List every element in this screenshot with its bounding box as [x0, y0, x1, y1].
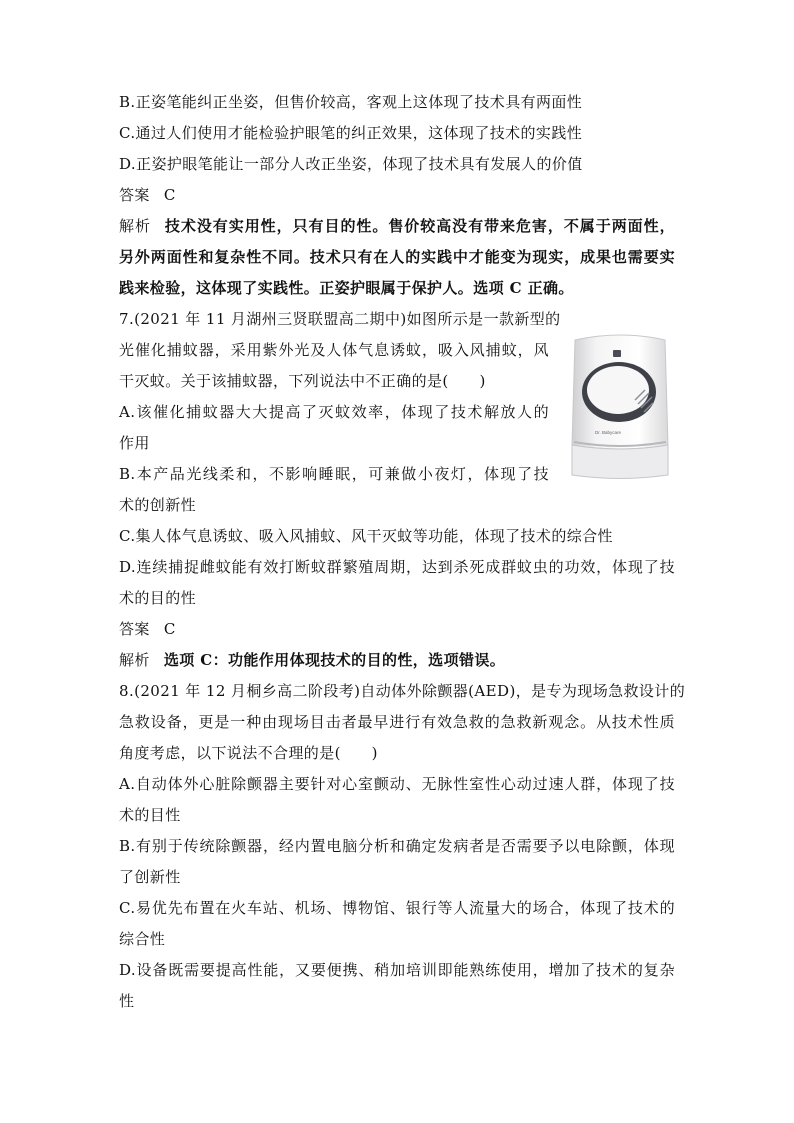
q7-stem-line-2: 光催化捕蚊器，采用紫外光及人体气息诱蚊，吸入风捕蚊，风: [119, 341, 549, 359]
q8-option-d-line-2: 性: [119, 992, 135, 1010]
q8-stem-line-2: 急救设备，更是一种由现场目击者最早进行有效急救的急救新观念。从技术性质: [119, 713, 675, 731]
answer-value: C: [163, 186, 176, 204]
q6-analysis-line-3: 践来检验，这体现了实践性。正姿护眼属于保护人。选项 C 正确。: [119, 279, 574, 297]
answer-label: 答案: [119, 620, 150, 638]
q7-option-c: C.集人体气息诱蚊、吸入风捕蚊、风干灭蚊等功能，体现了技术的综合性: [119, 527, 613, 545]
q8-option-d-line-1: D.设备既需要提高性能，又要便携、稍加培训即能熟练使用，增加了技术的复杂: [119, 961, 675, 979]
q8-option-b-line-2: 了创新性: [119, 868, 181, 886]
q8-stem-line-3: 角度考虑，以下说法不合理的是( ): [119, 744, 378, 762]
mosquito-trap-figure: [565, 330, 675, 490]
q7-stem-line-1: 7.(2021 年 11 月湖州三贤联盟高二期中)如图所示是一款新型的: [119, 310, 561, 328]
device-window-shape: [587, 366, 649, 414]
device-button-shape: [613, 350, 621, 357]
q6-option-b: B.正姿笔能纠正坐姿，但售价较高，客观上这体现了技术具有两面性: [119, 93, 583, 111]
q6-analysis-line-2: 另外两面性和复杂性不同。技术只有在人的实践中才能变为现实，成果也需要实: [119, 248, 675, 266]
q6-analysis-line-1: 解析 技术没有实用性，只有目的性。售价较高没有带来危害，不属于两面性，: [119, 217, 675, 235]
q8-option-b-line-1: B.有别于传统除颤器，经内置电脑分析和确定发病者是否需要予以电除颤，体现: [119, 837, 675, 855]
q7-option-b-line-1: B.本产品光线柔和，不影响睡眠，可兼做小夜灯，体现了技: [119, 465, 549, 483]
q7-option-a-line-1: A.该催化捕蚊器大大提高了灭蚊效率，体现了技术解放人的: [119, 403, 549, 421]
q7-option-a-line-2: 作用: [119, 434, 150, 452]
mosquito-trap-image: [565, 330, 675, 490]
q8-option-c-line-2: 综合性: [119, 930, 166, 948]
document-page: [119, 92, 686, 1022]
q7-stem-line-3: 干灭蚊。关于该捕蚊器，下列说法中不正确的是( ): [119, 372, 486, 390]
q6-option-c: C.通过人们使用才能检验护眼笔的纠正效果，这体现了技术的实践性: [119, 124, 583, 142]
q7-analysis: 解析 选项 C：功能作用体现技术的目的性，选项错误。: [119, 651, 506, 669]
q7-option-b-line-2: 术的创新性: [119, 496, 197, 514]
q7-answer: [119, 619, 675, 639]
q8-option-a-line-1: A.自动体外心脏除颤器主要针对心室颤动、无脉性室性心动过速人群，体现了技: [119, 775, 675, 793]
q7-option-d-line-2: 术的目的性: [119, 589, 197, 607]
answer-value: C: [163, 620, 176, 638]
q7-option-d-line-1: D.连续捕捉雌蚊能有效打断蚊群繁殖周期，达到杀死成群蚊虫的功效，体现了技: [119, 558, 675, 576]
device-brand-label: Dr. Babycare: [595, 430, 622, 435]
q8-option-a-line-2: 术的目性: [119, 806, 181, 824]
device-base-shape: [572, 445, 668, 479]
q8-option-c-line-1: C.易优先布置在火车站、机场、博物馆、银行等人流量大的场合，体现了技术的: [119, 899, 675, 917]
q6-answer: [119, 185, 675, 205]
answer-label: 答案: [119, 186, 150, 204]
q8-stem-line-1: 8.(2021 年 12 月桐乡高二阶段考)自动体外除颤器(AED)，是专为现场急救设计的: [119, 682, 686, 700]
analysis-label: 解析: [119, 651, 150, 669]
analysis-label: 解析: [119, 217, 151, 235]
q6-option-d: D.正姿护眼笔能让一部分人改正坐姿，体现了技术具有发展人的价值: [119, 155, 583, 173]
